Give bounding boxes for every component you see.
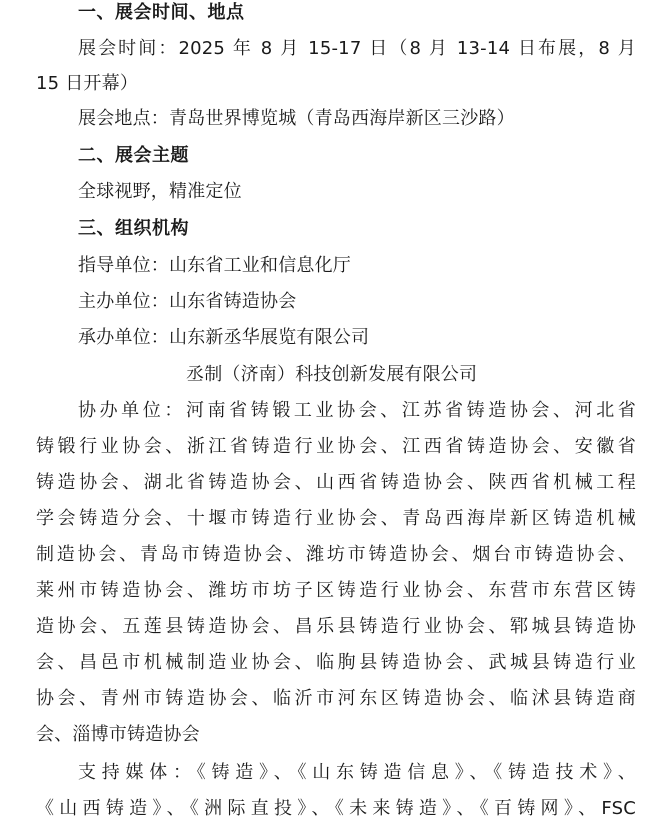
section-heading-organization: 三、组织机构 bbox=[78, 218, 189, 239]
co-organizer-line: 协会、青州市铸造协会、临沂市河东区铸造协会、临沭县铸造商 bbox=[36, 688, 636, 709]
exhibition-theme: 全球视野，精准定位 bbox=[78, 181, 242, 202]
exhibition-time-line2: 15 日开幕） bbox=[36, 73, 139, 94]
co-organizer-line: 学会铸造分会、十堰市铸造行业协会、青岛西海岸新区铸造机械 bbox=[36, 508, 636, 529]
section-heading-time-location: 一、展会时间、地点 bbox=[78, 2, 245, 23]
organizer-unit-1: 承办单位：山东新丞华展览有限公司 bbox=[78, 327, 370, 348]
co-organizer-line: 会、淄博市铸造协会 bbox=[36, 724, 200, 745]
co-organizer-line: 协办单位：河南省铸锻工业协会、江苏省铸造协会、河北省 bbox=[78, 400, 636, 421]
media-line: 支持媒体：《铸造》、《山东铸造信息》、《铸造技术》、 bbox=[78, 762, 636, 783]
section-heading-theme: 二、展会主题 bbox=[78, 145, 189, 166]
organizer-unit-2: 丞制（济南）科技创新发展有限公司 bbox=[186, 364, 478, 385]
exhibition-time-line1: 展会时间：2025 年 8 月 15-17 日（8 月 13-14 日布展，8 月 bbox=[78, 38, 636, 59]
co-organizer-line: 造协会、五莲县铸造协会、昌乐县铸造行业协会、郓城县铸造协 bbox=[36, 616, 636, 637]
exhibition-location: 展会地点：青岛世界博览城（青岛西海岸新区三沙路） bbox=[78, 108, 515, 129]
host-unit: 主办单位：山东省铸造协会 bbox=[78, 291, 297, 312]
co-organizer-line: 制造协会、青岛市铸造协会、潍坊市铸造协会、烟台市铸造协会、 bbox=[36, 544, 636, 565]
co-organizer-line: 铸锻行业协会、浙江省铸造行业协会、江西省铸造协会、安徽省 bbox=[36, 436, 636, 457]
co-organizer-line: 莱州市铸造协会、潍坊市坊子区铸造行业协会、东营市东营区铸 bbox=[36, 580, 636, 601]
guide-unit: 指导单位：山东省工业和信息化厅 bbox=[78, 255, 351, 276]
co-organizer-line: 铸造协会、湖北省铸造协会、山西省铸造协会、陕西省机械工程 bbox=[36, 472, 636, 493]
co-organizer-line: 会、昌邑市机械制造业协会、临朐县铸造协会、武城县铸造行业 bbox=[36, 652, 636, 673]
media-line: 《山西铸造》、《洲际直投》、《未来铸造》、《百铸网》、FSC bbox=[36, 798, 636, 819]
